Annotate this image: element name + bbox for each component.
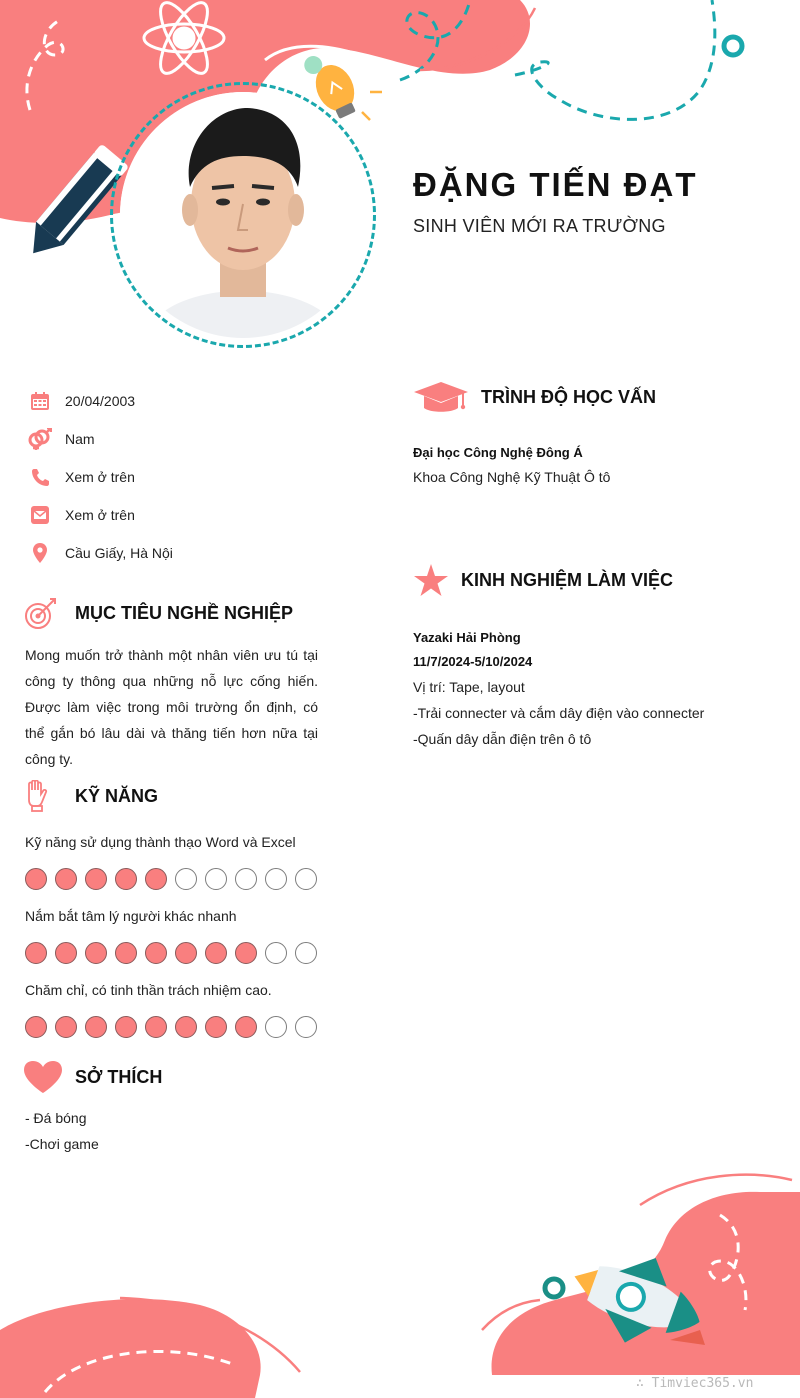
rating-dot-filled [55,868,77,890]
profile-photo-frame [110,82,376,348]
rating-dot-filled [235,942,257,964]
hobby-item: -Chơi game [25,1136,99,1152]
target-icon [24,596,58,630]
contact-address [28,534,358,572]
calendar-icon [28,389,52,413]
rating-dot-empty [235,868,257,890]
skill-item [25,978,325,1052]
skill-name: Chăm chỉ, có tinh thần trách nhiệm cao. [25,982,272,998]
rating-dot-filled [145,868,167,890]
contact-birthdate-text: 20/04/2003 [65,393,136,409]
rating-dot-filled [55,942,77,964]
contact-gender [28,420,358,458]
hand-icon [24,780,50,812]
experience-line: Vị trí: Tape, layout [413,679,525,695]
rating-dot-filled [235,1016,257,1038]
rating-dot-empty [295,942,317,964]
rating-dot-filled [115,942,137,964]
experience-entry [413,626,773,752]
rating-dot-empty [265,868,287,890]
rating-dot-filled [205,1016,227,1038]
section-skills-header [24,780,158,812]
rating-dot-empty [265,1016,287,1038]
rating-dot-empty [175,868,197,890]
skill-item [25,904,325,978]
section-objective-title: MỤC TIÊU NGHỀ NGHIỆP [75,602,294,623]
rating-dot-filled [55,1016,77,1038]
section-hobbies-header [24,1060,162,1094]
skills-list [25,830,325,1052]
rating-dot-empty [295,868,317,890]
graduation-cap-icon [414,380,468,414]
contact-email-text: Xem ở trên [65,507,135,523]
skill-item [25,830,325,904]
skill-name: Nắm bắt tâm lý người khác nhanh [25,908,237,924]
email-icon [28,503,52,527]
skill-name: Kỹ năng sử dụng thành thạo Word và Excel [25,834,296,850]
rating-dot-filled [175,942,197,964]
heart-icon [24,1060,62,1094]
profile-photo [120,92,366,338]
rating-dot-filled [145,942,167,964]
rating-dot-filled [175,1016,197,1038]
rating-dot-filled [85,868,107,890]
experience-line: -Trải connecter và cắm dây điện vào connecter [413,705,705,721]
skill-rating [25,928,325,978]
location-pin-icon [28,541,52,565]
rating-dot-filled [205,942,227,964]
experience-company: Yazaki Hải Phòng [413,630,521,645]
rating-dot-filled [115,1016,137,1038]
candidate-role: SINH VIÊN MỚI RA TRƯỜNG [413,216,666,236]
gender-icon [28,427,52,451]
section-experience-title: KINH NGHIỆM LÀM VIỆC [461,569,674,590]
experience-line: -Quấn dây dẫn điện trên ô tô [413,731,592,747]
section-hobbies-title: SỞ THÍCH [75,1066,163,1087]
section-education-header [414,380,656,414]
experience-period: 11/7/2024-5/10/2024 [413,654,533,669]
rating-dot-filled [25,1016,47,1038]
candidate-name: ĐẶNG TIẾN ĐẠT [413,166,698,203]
contact-birthdate [28,382,358,420]
section-skills-title: KỸ NĂNG [75,785,159,806]
skill-rating [25,1002,325,1052]
section-education-title: TRÌNH ĐỘ HỌC VẤN [481,386,656,407]
section-experience-header [414,563,673,597]
education-school: Đại học Công Nghệ Đông Á [413,445,583,460]
phone-icon [28,465,52,489]
star-icon [414,563,448,597]
rating-dot-filled [115,868,137,890]
skill-rating [25,854,325,904]
rating-dot-filled [25,942,47,964]
rating-dot-filled [25,868,47,890]
watermark: ∴ Timviec365.vn [636,1376,754,1391]
hobby-item: - Đá bóng [25,1110,87,1126]
objective-text: Mong muốn trở thành một nhân viên ưu tú tại công ty thông qua những nỗ lực cống hiến. Được làm việc trong môi trường ổn định, có thể gắn bó lâu dài và thăng tiến hơn nữa tại công ty. [25,647,318,767]
contact-email [28,496,358,534]
contact-phone [28,458,358,496]
rating-dot-empty [265,942,287,964]
education-major: Khoa Công Nghệ Kỹ Thuật Ô tô [413,469,611,485]
rating-dot-empty [205,868,227,890]
contact-gender-text: Nam [65,431,95,447]
contact-phone-text: Xem ở trên [65,469,135,485]
rating-dot-filled [85,942,107,964]
rating-dot-empty [295,1016,317,1038]
hobbies-list [25,1105,99,1157]
contact-list [28,382,358,572]
rating-dot-filled [85,1016,107,1038]
contact-address-text: Cầu Giấy, Hà Nội [65,545,173,561]
section-objective-header [24,596,293,630]
rating-dot-filled [145,1016,167,1038]
